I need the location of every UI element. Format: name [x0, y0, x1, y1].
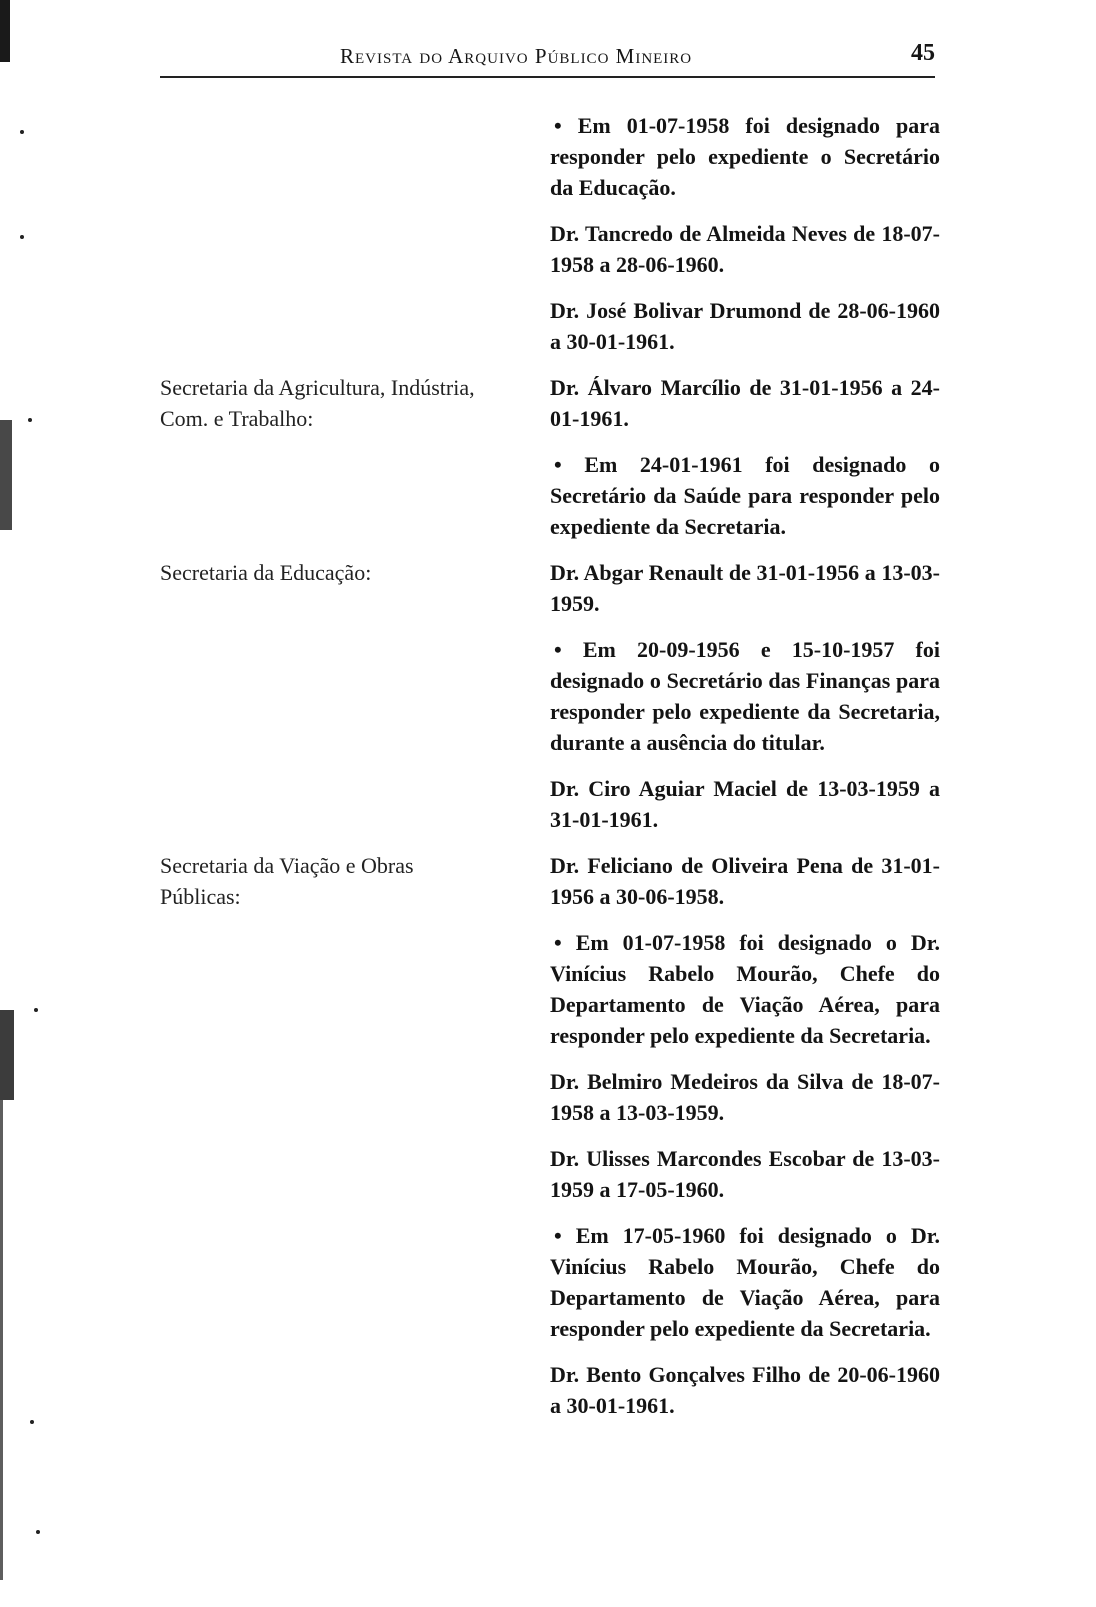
office-holder-entry: Dr. Álvaro Marcílio de 31-01-1956 a 24-01-1961. [550, 375, 940, 431]
office-holders [550, 557, 940, 850]
scan-edge-mark [0, 1010, 14, 1100]
secretariat-list [160, 110, 940, 1436]
designation-note: • Em 01-07-1958 foi designado o Dr. Vinícius Rabelo Mourão, Chefe do Departamento de Viação Aérea, para responder pelo expediente da Secretaria. [550, 930, 940, 1048]
scan-edge-mark [0, 0, 10, 62]
designation-note: • Em 24-01-1961 foi designado o Secretário da Saúde para responder pelo expediente da Secretaria. [550, 452, 940, 539]
office-holder-entry: Dr. Bento Gonçalves Filho de 20-06-1960 a 30-01-1961. [550, 1362, 940, 1418]
scan-speck [20, 235, 24, 239]
running-header [160, 38, 935, 78]
office-holder-entry: Dr. Tancredo de Almeida Neves de 18-07-1958 a 28-06-1960. [550, 221, 940, 277]
scan-edge-mark [0, 1100, 3, 1580]
office-name: Secretaria da Viação e Obras Públicas: [160, 853, 414, 909]
journal-title: Revista do Arquivo Público Mineiro [340, 44, 693, 68]
office-holder-entry: Dr. Ulisses Marcondes Escobar de 13-03-1959 a 17-05-1960. [550, 1146, 940, 1202]
secretariat-row [160, 850, 940, 1436]
page-number: 45 [911, 40, 935, 66]
scan-speck [28, 418, 32, 422]
secretariat-row [160, 372, 940, 557]
office-holders [550, 850, 940, 1436]
office-holder-entry: Dr. José Bolivar Drumond de 28-06-1960 a 30-01-1961. [550, 298, 940, 354]
scan-edge-mark [0, 420, 12, 530]
secretariat-row [160, 557, 940, 850]
office-holders [550, 372, 940, 557]
scan-speck [30, 1420, 34, 1424]
header-rule [160, 76, 935, 78]
office-holder-entry: Dr. Ciro Aguiar Maciel de 13-03-1959 a 31-01-1961. [550, 776, 940, 832]
scan-speck [34, 1008, 38, 1012]
designation-note: • Em 20-09-1956 e 15-10-1957 foi designado o Secretário das Finanças para responder pelo expediente da Secretaria, durante a ausência do titular. [550, 637, 940, 755]
office-holder-entry: Dr. Abgar Renault de 31-01-1956 a 13-03-1959. [550, 560, 940, 616]
office-name: Secretaria da Educação: [160, 560, 372, 585]
scan-speck [36, 1530, 40, 1534]
designation-note: • Em 01-07-1958 foi designado para responder pelo expediente o Secretário da Educação. [550, 113, 940, 200]
scan-speck [20, 130, 24, 134]
designation-note: • Em 17-05-1960 foi designado o Dr. Vinícius Rabelo Mourão, Chefe do Departamento de Viação Aérea, para responder pelo expediente da Secretaria. [550, 1223, 940, 1341]
secretariat-row [160, 110, 940, 372]
office-holders [550, 110, 940, 372]
office-holder-entry: Dr. Feliciano de Oliveira Pena de 31-01-1956 a 30-06-1958. [550, 853, 940, 909]
office-holder-entry: Dr. Belmiro Medeiros da Silva de 18-07-1958 a 13-03-1959. [550, 1069, 940, 1125]
office-name: Secretaria da Agricultura, Indústria, Com. e Trabalho: [160, 375, 475, 431]
